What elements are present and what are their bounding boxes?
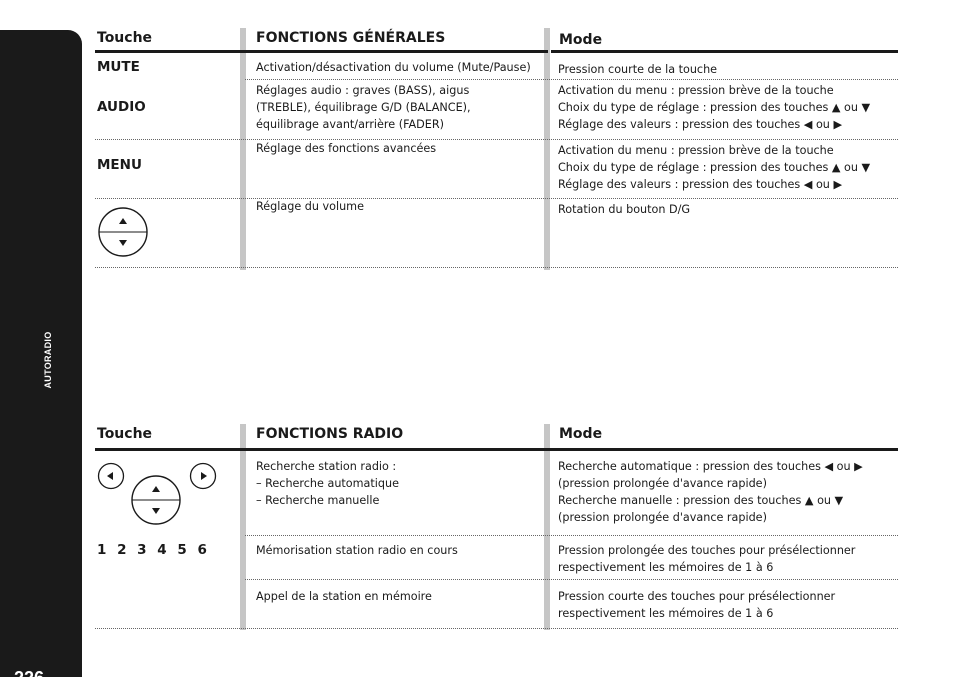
row-separator <box>95 628 898 629</box>
mode-cell <box>558 61 717 78</box>
header-function: FONCTIONS GÉNÉRALES <box>256 30 446 46</box>
key-mute: MUTE <box>97 59 140 75</box>
row-separator <box>95 139 898 140</box>
column-divider <box>544 28 550 270</box>
mode-text: (pression prolongée d'avance rapide) <box>558 511 767 524</box>
mode-text: Réglage des valeurs : pression des touches ◀ ou ▶ <box>558 118 843 131</box>
mode-text: Activation du menu : pression brève de la touche <box>558 144 834 157</box>
row-separator <box>245 579 898 580</box>
column-divider <box>544 424 550 630</box>
function-cell <box>256 140 436 157</box>
function-text: Réglage du volume <box>256 200 364 213</box>
mode-text: Choix du type de réglage : pression des touches ▲ ou ▼ <box>558 101 871 114</box>
function-cell <box>256 458 399 509</box>
function-cell <box>256 588 432 605</box>
page-number: 226 <box>14 668 45 688</box>
mode-text: Activation du menu : pression brève de la touche <box>558 84 834 97</box>
column-divider <box>240 424 246 630</box>
mode-text: Recherche manuelle : pression des touches ▲ ou ▼ <box>558 494 844 507</box>
section-label: AUTORADIO <box>43 331 53 389</box>
function-text: Réglages audio : graves (BASS), aigus <box>256 84 470 97</box>
row-separator <box>95 198 898 199</box>
mode-cell <box>558 82 870 133</box>
function-text: – Recherche automatique <box>256 477 399 490</box>
right-arrow-button-icon <box>189 462 219 492</box>
mode-text: respectivement les mémoires de 1 à 6 <box>558 607 774 620</box>
function-cell <box>256 542 458 559</box>
mode-text: Pression courte des touches pour présélectionner <box>558 590 836 603</box>
key-audio: AUDIO <box>97 99 146 115</box>
function-text: Réglage des fonctions avancées <box>256 142 437 155</box>
mode-text: Réglage des valeurs : pression des touches ◀ ou ▶ <box>558 178 843 191</box>
mode-cell <box>558 588 835 622</box>
function-text: – Recherche manuelle <box>256 494 380 507</box>
row-separator <box>245 79 898 80</box>
header-mode: Mode <box>559 426 603 442</box>
general-functions-table <box>95 28 898 270</box>
function-cell <box>256 59 531 76</box>
function-cell <box>256 82 471 133</box>
mode-text: Rotation du bouton D/G <box>558 203 691 216</box>
function-text: Recherche station radio : <box>256 460 397 473</box>
header-mode: Mode <box>559 32 603 48</box>
radio-functions-table <box>95 424 898 630</box>
volume-knob-icon <box>97 206 151 260</box>
function-text: Appel de la station en mémoire <box>256 590 432 603</box>
header-rule <box>95 50 548 53</box>
row-separator <box>95 267 898 268</box>
side-tab <box>0 30 82 688</box>
column-divider <box>240 28 246 270</box>
header-rule <box>551 50 898 53</box>
header-key: Touche <box>97 426 153 442</box>
function-text: équilibrage avant/arrière (FADER) <box>256 118 444 131</box>
mode-cell <box>558 542 855 576</box>
mode-cell <box>558 142 870 193</box>
header-key: Touche <box>97 30 153 46</box>
function-text: Activation/désactivation du volume (Mute/Pause) <box>256 61 531 74</box>
mode-cell <box>558 201 690 218</box>
mode-text: Recherche automatique : pression des touches ◀ ou ▶ <box>558 460 863 473</box>
mode-cell <box>558 458 863 526</box>
mode-text: (pression prolongée d'avance rapide) <box>558 477 767 490</box>
left-arrow-button-icon <box>97 462 127 492</box>
mode-text: Choix du type de réglage : pression des touches ▲ ou ▼ <box>558 161 871 174</box>
function-text: Mémorisation station radio en cours <box>256 544 458 557</box>
key-menu: MENU <box>97 157 142 173</box>
function-text: (TREBLE), équilibrage G/D (BALANCE), <box>256 101 471 114</box>
function-cell <box>256 198 364 215</box>
key-presets: 1 2 3 4 5 6 <box>97 542 210 558</box>
up-down-knob-icon <box>130 474 184 528</box>
header-rule <box>95 448 898 451</box>
mode-text: Pression prolongée des touches pour présélectionner <box>558 544 856 557</box>
mode-text: respectivement les mémoires de 1 à 6 <box>558 561 774 574</box>
row-separator <box>245 535 898 536</box>
header-function: FONCTIONS RADIO <box>256 426 404 442</box>
mode-text: Pression courte de la touche <box>558 63 718 76</box>
